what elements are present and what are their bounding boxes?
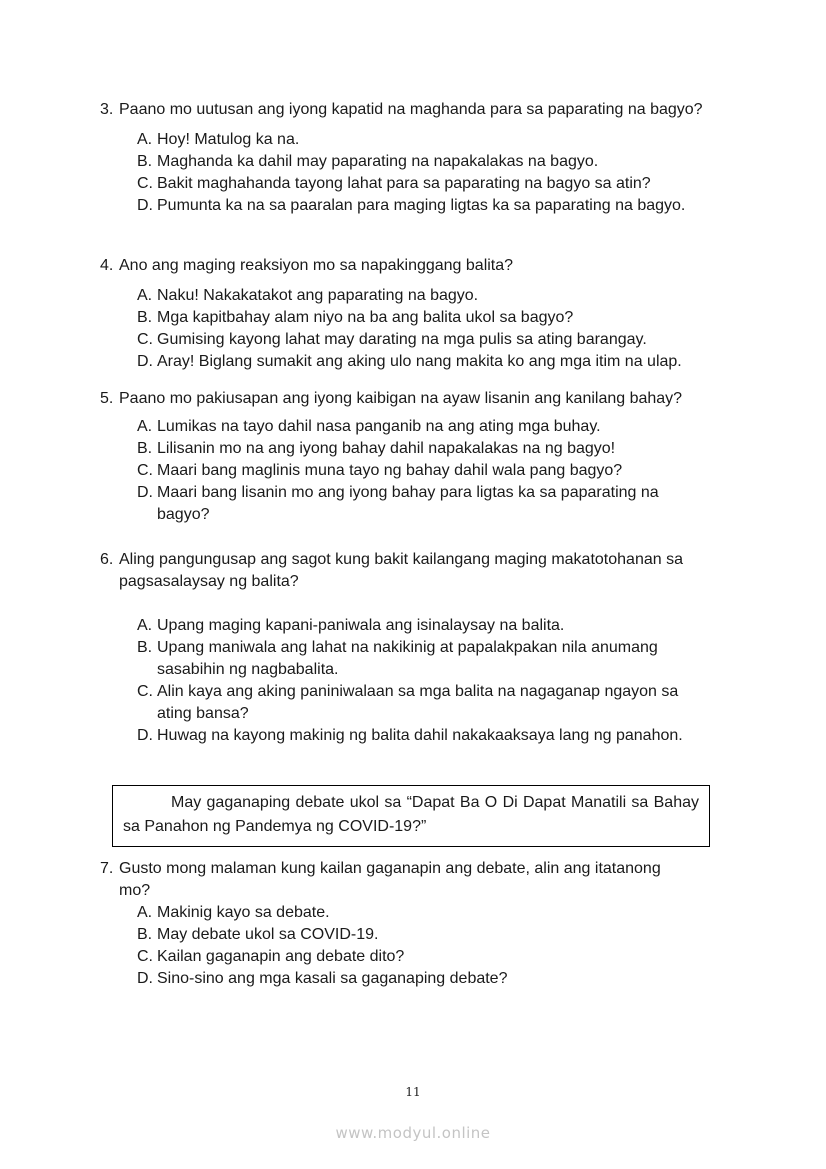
choice-a[interactable] (137, 615, 720, 637)
choice-letter: A. (137, 904, 153, 921)
question-text: Gusto mong malaman kung kailan gaganapin ang debate, alin ang itatanong mo? (119, 860, 661, 899)
choice-d[interactable] (137, 195, 720, 217)
choice-letter: D. (137, 197, 153, 214)
choice-c[interactable] (137, 460, 720, 482)
choice-list (137, 902, 720, 990)
choice-d[interactable] (137, 968, 720, 990)
choice-letter: C. (137, 175, 153, 192)
choice-c[interactable] (137, 946, 720, 968)
choice-b[interactable] (137, 151, 720, 173)
choice-text: Bakit maghahanda tayong lahat para sa paparating na bagyo sa atin? (157, 175, 651, 192)
choice-d[interactable] (137, 351, 720, 373)
question-text: Paano mo uutusan ang iyong kapatid na maghanda para sa paparating na bagyo? (119, 101, 703, 118)
question-3 (100, 99, 720, 217)
choice-letter: D. (137, 484, 153, 501)
choice-letter: D. (137, 353, 153, 370)
choice-letter: A. (137, 617, 153, 634)
choice-a[interactable] (137, 285, 720, 307)
question-text: Aling pangungusap ang sagot kung bakit kailangang maging makatotohanan sa pagsasalaysay ng balita? (119, 551, 683, 590)
question-text: Paano mo pakiusapan ang iyong kaibigan na ayaw lisanin ang kanilang bahay? (119, 390, 683, 407)
choice-letter: A. (137, 131, 153, 148)
choice-text: Upang maniwala ang lahat na nakikinig at papalakpakan nila anumang sasabihin ng nagbabalita. (157, 639, 658, 678)
choice-list (137, 129, 720, 217)
choice-letter: C. (137, 331, 153, 348)
choice-d[interactable] (137, 482, 720, 526)
question-4 (100, 255, 720, 373)
choice-letter: A. (137, 287, 153, 304)
choice-b[interactable] (137, 307, 720, 329)
choice-text: Mga kapitbahay alam niyo na ba ang balita ukol sa bagyo? (157, 309, 574, 326)
choice-letter: D. (137, 970, 153, 987)
context-text: May gaganaping debate ukol sa “Dapat Ba O Di Dapat Manatili sa Bahay sa Panahon ng Pandemya ng COVID-19?” (123, 794, 699, 835)
context-box (112, 785, 710, 847)
choice-letter: B. (137, 926, 153, 943)
question-number: 4. (100, 257, 114, 274)
question-stem (100, 858, 720, 902)
choice-text: Maari bang lisanin mo ang iyong bahay para ligtas ka sa paparating na bagyo? (157, 484, 659, 523)
choice-list (137, 416, 720, 526)
question-text: Ano ang maging reaksiyon mo sa napakinggang balita? (119, 257, 514, 274)
choice-text: Naku! Nakakatakot ang paparating na bagyo. (157, 287, 479, 304)
choice-b[interactable] (137, 438, 720, 460)
choice-text: Lumikas na tayo dahil nasa panganib na ang ating mga buhay. (157, 418, 601, 435)
choice-text: Sino-sino ang mga kasali sa gaganaping debate? (157, 970, 508, 987)
question-number: 7. (100, 860, 114, 877)
choice-b[interactable] (137, 924, 720, 946)
choice-text: May debate ukol sa COVID-19. (157, 926, 379, 943)
choice-b[interactable] (137, 637, 720, 681)
choice-letter: B. (137, 440, 153, 457)
question-stem (100, 99, 720, 121)
choice-c[interactable] (137, 681, 720, 725)
choice-letter: B. (137, 153, 153, 170)
choice-list (137, 285, 720, 373)
choice-a[interactable] (137, 416, 720, 438)
choice-text: Lilisanin mo na ang iyong bahay dahil napakalakas na ng bagyo! (157, 440, 616, 457)
question-stem (100, 549, 720, 593)
choice-a[interactable] (137, 129, 720, 151)
choice-text: Gumising kayong lahat may darating na mga pulis sa ating barangay. (157, 331, 647, 348)
watermark: www.modyul.online (335, 1124, 491, 1142)
choice-letter: B. (137, 639, 153, 656)
choice-text: Makinig kayo sa debate. (157, 904, 330, 921)
choice-letter: B. (137, 309, 153, 326)
choice-letter: C. (137, 683, 153, 700)
question-6 (100, 549, 720, 747)
question-number: 3. (100, 101, 114, 118)
question-number: 6. (100, 551, 114, 568)
choice-text: Upang maging kapani-paniwala ang isinalaysay na balita. (157, 617, 565, 634)
question-number: 5. (100, 390, 114, 407)
choice-text: Maari bang maglinis muna tayo ng bahay dahil wala pang bagyo? (157, 462, 623, 479)
choice-a[interactable] (137, 902, 720, 924)
choice-text: Kailan gaganapin ang debate dito? (157, 948, 405, 965)
page-number: 11 (405, 1085, 421, 1099)
choice-letter: A. (137, 418, 153, 435)
question-5 (100, 388, 720, 526)
choice-text: Alin kaya ang aking paniniwalaan sa mga balita na nagaganap ngayon sa ating bansa? (157, 683, 679, 722)
choice-c[interactable] (137, 329, 720, 351)
question-stem (100, 388, 720, 410)
choice-c[interactable] (137, 173, 720, 195)
choice-text: Maghanda ka dahil may paparating na napakalakas na bagyo. (157, 153, 599, 170)
choice-text: Huwag na kayong makinig ng balita dahil nakakaaksaya lang ng panahon. (157, 727, 683, 744)
question-7 (100, 858, 720, 990)
choice-letter: C. (137, 462, 153, 479)
choice-d[interactable] (137, 725, 720, 747)
choice-text: Pumunta ka na sa paaralan para maging ligtas ka sa paparating na bagyo. (157, 197, 686, 214)
choice-text: Aray! Biglang sumakit ang aking ulo nang makita ko ang mga itim na ulap. (157, 353, 682, 370)
choice-letter: D. (137, 727, 153, 744)
choice-list (137, 615, 720, 747)
choice-letter: C. (137, 948, 153, 965)
question-stem (100, 255, 720, 277)
choice-text: Hoy! Matulog ka na. (157, 131, 300, 148)
